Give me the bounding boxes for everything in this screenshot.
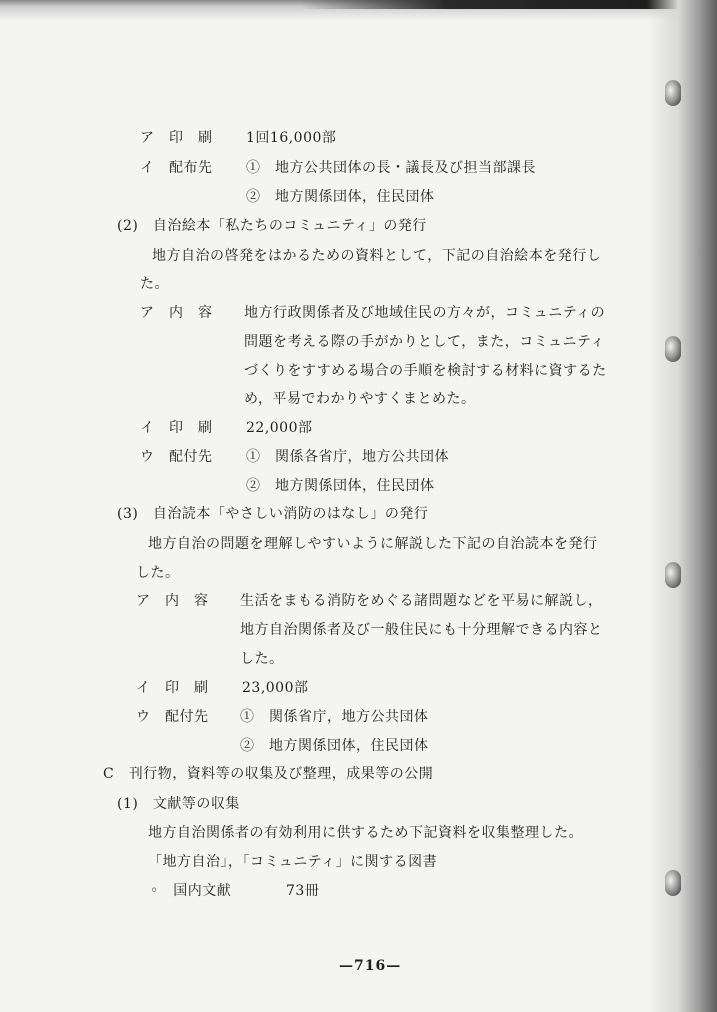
list-item-label: ◦ 国内文献 [150, 883, 232, 899]
section-heading: (2) 自治絵本「私たちのコミュニティ」の発行 [117, 218, 427, 234]
item-value: 22,000部 [246, 420, 313, 436]
paragraph-line: 「地方自治」，「コミュニティ」に関する図書 [148, 854, 438, 870]
item-label: ア 内 容 [136, 593, 209, 609]
item-value: ① 関係省庁，地方公共団体 [240, 709, 429, 725]
item-label: イ 配布先 [140, 160, 213, 176]
paragraph-line: 地方自治の問題を理解しやすいように解説した下記の自治読本を発行 [148, 536, 598, 552]
list-item-value: 73冊 [286, 883, 320, 899]
item-text: 生活をまもる消防をめぐる諸問題などを平易に解説し， [240, 593, 603, 609]
item-text: 問題を考える際の手がかりとして，また，コミュニティ [244, 334, 605, 350]
item-value: ① 関係各省庁，地方公共団体 [246, 449, 449, 465]
binder-ring [665, 80, 681, 106]
binder-ring [665, 562, 681, 588]
paragraph-line: 地方自治の啓発をはかるための資料として，下記の自治絵本を発行し [152, 248, 602, 264]
item-text: め，平易でわかりやすくまとめた。 [244, 391, 476, 407]
section-heading: (3) 自治読本「やさしい消防のはなし」の発行 [117, 506, 429, 522]
item-label: ア 印 刷 [140, 130, 213, 146]
paragraph-line: 地方自治関係者の有効利用に供するため下記資料を収集整理した。 [148, 825, 583, 841]
page-number: —716— [339, 958, 402, 974]
item-value: 23,000部 [242, 680, 309, 696]
item-text: 地方自治関係者及び一般住民にも十分理解できる内容と [240, 622, 603, 638]
paragraph-line: した。 [136, 565, 180, 581]
item-label: ウ 配付先 [140, 449, 213, 465]
item-value: ② 地方関係団体，住民団体 [246, 478, 435, 494]
item-value: 1回16,000部 [246, 130, 337, 146]
item-value: ① 地方公共団体の長・議長及び担当部課長 [246, 160, 536, 176]
paragraph-line: た。 [140, 276, 169, 292]
item-value: ② 地方関係団体，住民団体 [246, 189, 435, 205]
item-label: ウ 配付先 [136, 709, 209, 725]
item-text: づくりをすすめる場合の手順を検討する材料に資するた [244, 363, 607, 379]
section-heading: C 刊行物，資料等の収集及び整理，成果等の公開 [103, 766, 434, 782]
binder-ring [665, 870, 681, 896]
binder-ring [665, 336, 681, 362]
item-text: 地方行政関係者及び地域住民の方々が，コミュニティの [244, 305, 606, 321]
item-value: ② 地方関係団体，住民団体 [240, 738, 429, 754]
subsection-heading: (1) 文献等の収集 [117, 796, 240, 812]
item-text: した。 [240, 651, 284, 667]
item-label: イ 印 刷 [140, 420, 213, 436]
item-label: ア 内 容 [140, 305, 213, 321]
item-label: イ 印 刷 [136, 680, 209, 696]
binding-edge [647, 0, 717, 1012]
